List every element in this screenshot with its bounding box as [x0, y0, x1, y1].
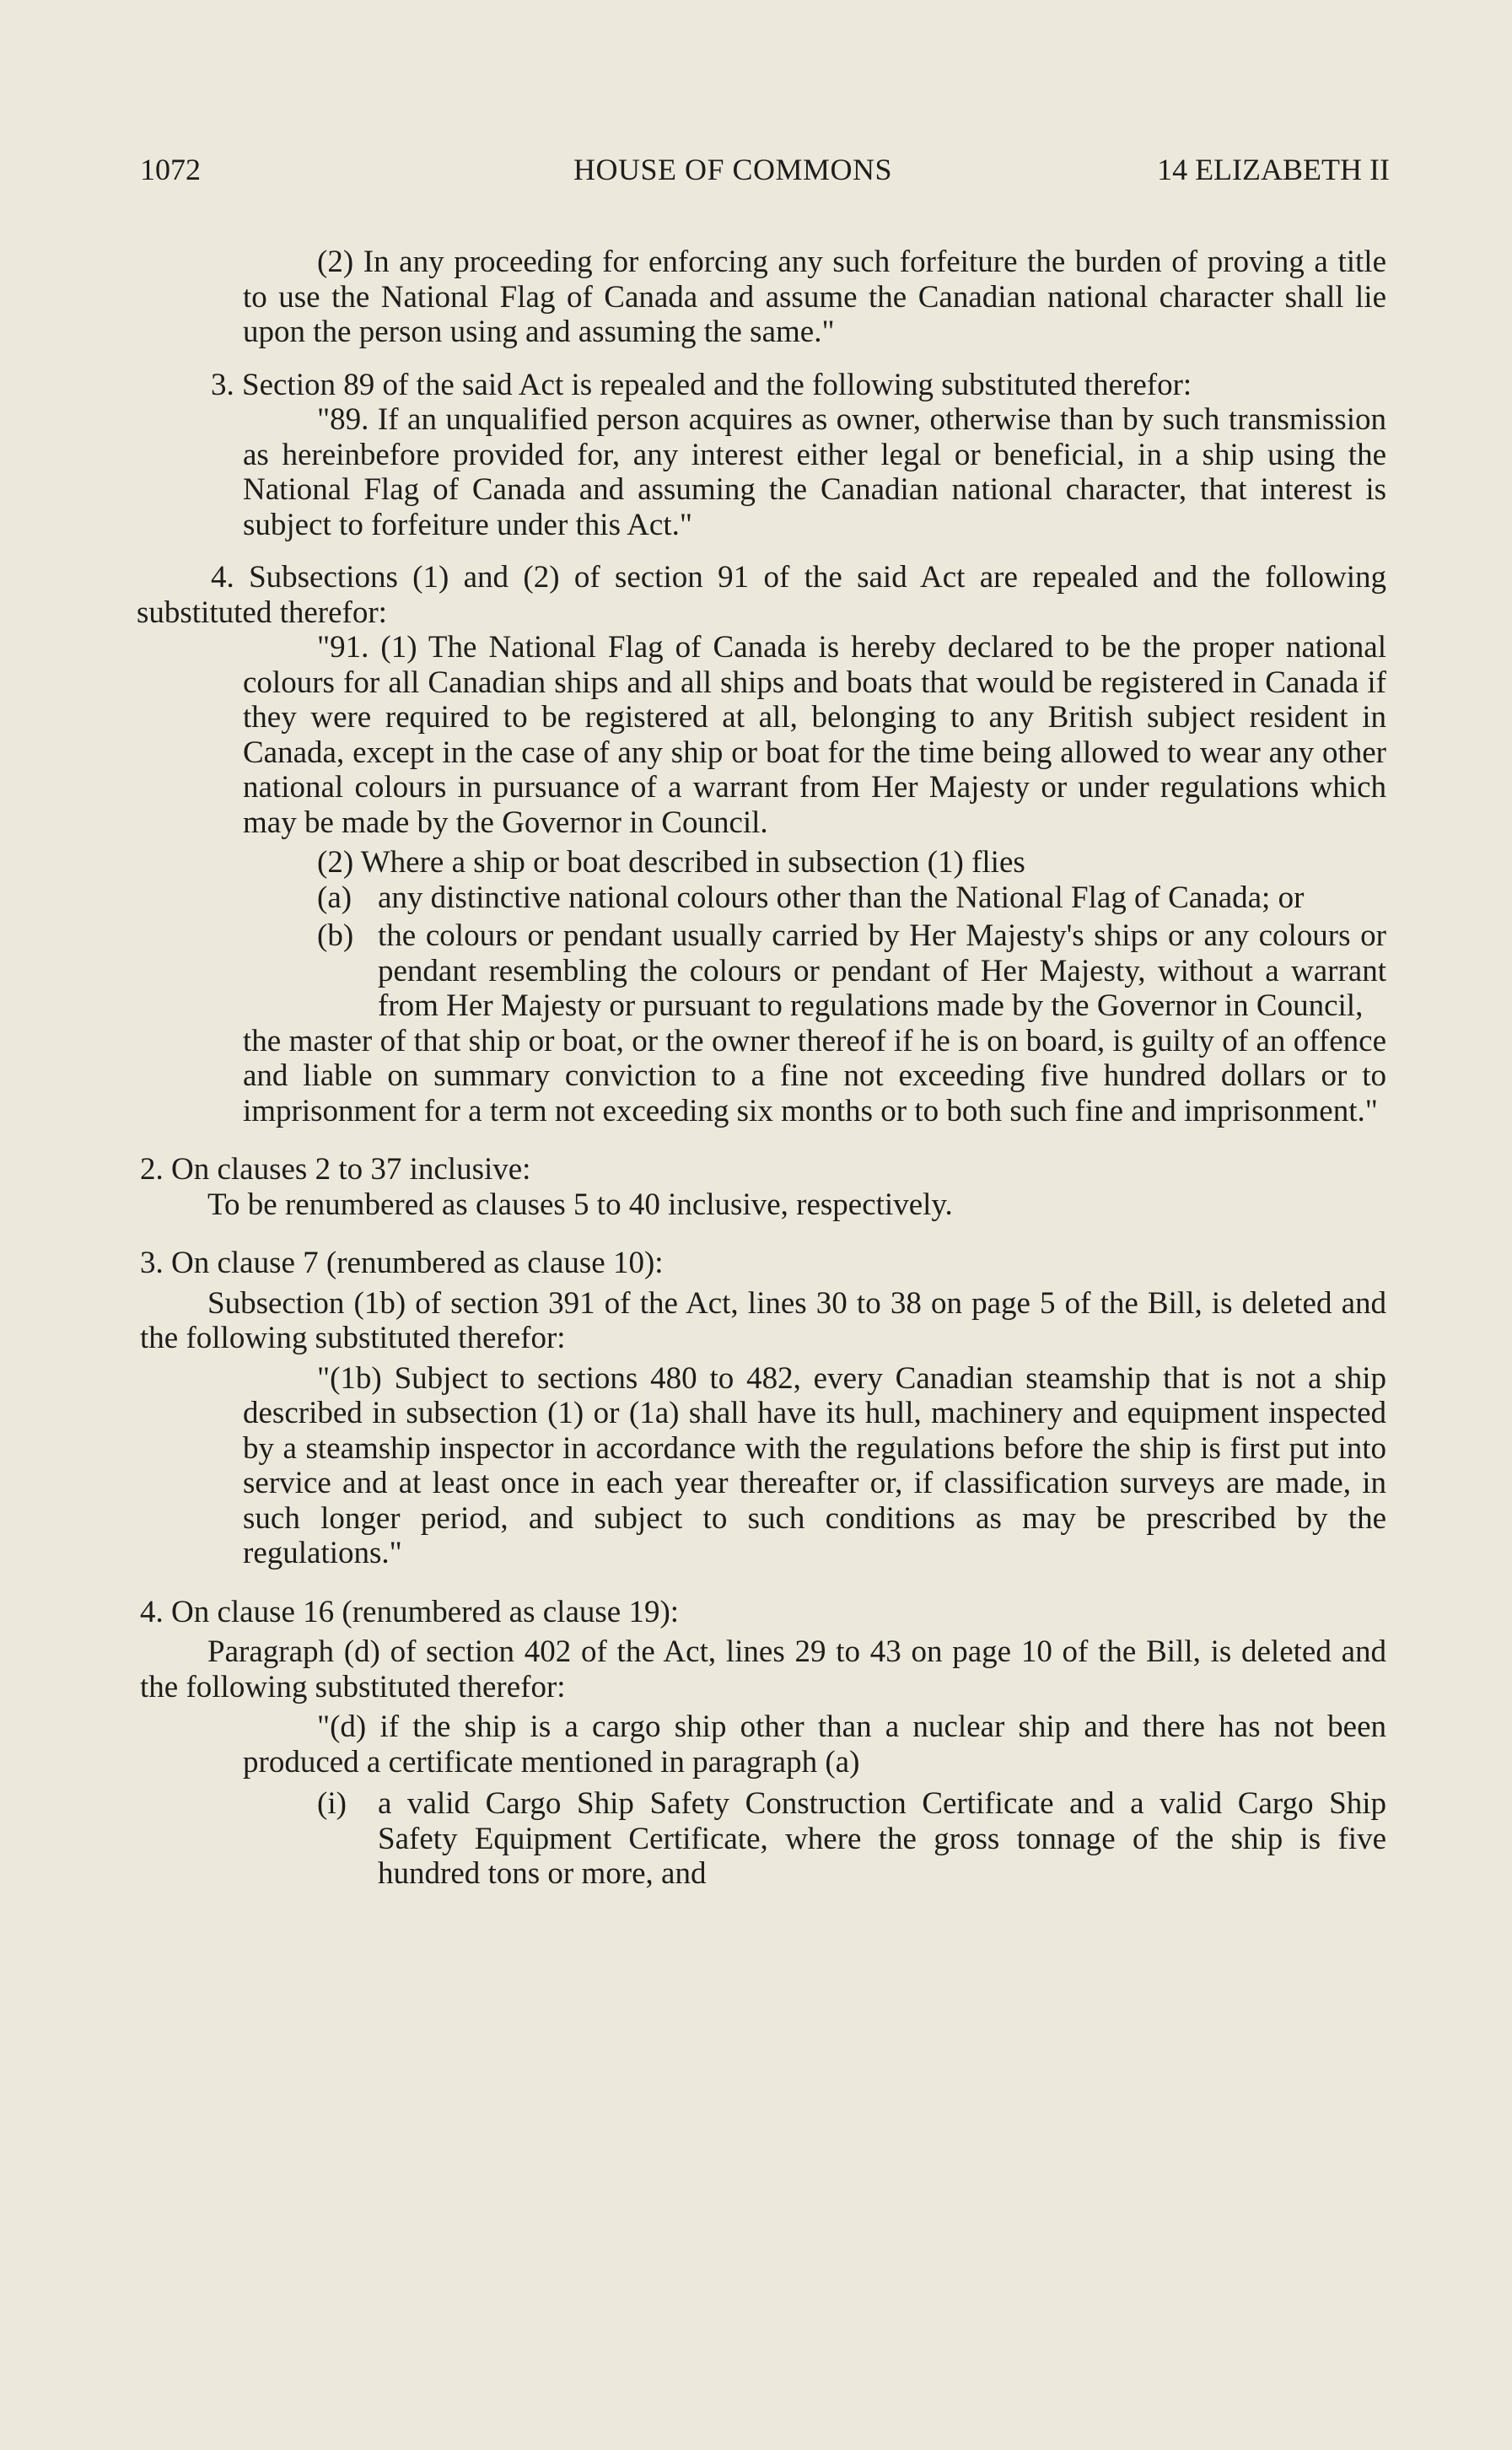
section-heading: 4. On clause 16 (renumbered as clause 19):	[140, 1594, 680, 1629]
quoted-section-89	[243, 402, 1386, 542]
page-title: HOUSE OF COMMONS	[573, 153, 893, 186]
document-body	[137, 245, 1386, 1892]
paragraph: (2) In any proceeding for enforcing any such forfeiture the burden of proving a title to use the National Flag of Canada and assume the Canadian national character shall lie upon the person using and assuming the same."	[243, 245, 1386, 349]
quoted-subsection-2	[243, 245, 1386, 350]
item-text: any distinctive national colours other than the National Flag of Canada; or	[378, 880, 1305, 915]
paragraph: "(1b) Subject to sections 480 to 482, every Canadian steamship that is not a ship described in subsection (1) or (1a) shall have its hull, machinery and equipment inspected by a steamship inspector in accordance with the regulations before the ship is first put into service and at least once in each year thereafter or, if classification surveys are made, in such longer period, and subject to such conditions as may be prescribed by the regulations."	[243, 1360, 1386, 1570]
item-label: (i)	[317, 1786, 347, 1821]
item-label: (a)	[317, 880, 352, 915]
list-item	[243, 880, 1386, 916]
paragraph: (2) Where a ship or boat described in subsection (1) flies	[317, 845, 1025, 880]
paragraph: Paragraph (d) of section 402 of the Act, lines 29 to 43 on page 10 of the Bill, is deleted and the following substituted therefor:	[140, 1634, 1386, 1704]
paragraph: 4. Subsections (1) and (2) of section 91 of the said Act are repealed and the following substituted therefor:	[137, 560, 1386, 630]
paragraph: "91. (1) The National Flag of Canada is hereby declared to be the proper national colours for all Canadian ships and all ships and boats that would be registered in Canada if they were required to be registered at all, belonging to any British subject resident in Canada, except in the case of any ship or boat for the time being allowed to wear any other national colours in pursuance of a warrant from Her Majesty or under regulations which may be made by the Governor in Council.	[243, 630, 1386, 840]
quoted-section-91	[243, 630, 1386, 1128]
section-heading: 2. On clauses 2 to 37 inclusive:	[140, 1152, 531, 1187]
paragraph: the master of that ship or boat, or the owner thereof if he is on board, is guilty of an offence and liable on summary conviction to a fine not exceeding five hundred dollars or to imprisonment for a term not exceeding six months or to both such fine and imprisonment."	[243, 1023, 1386, 1128]
quoted-subsection-1b	[243, 1361, 1386, 1571]
quoted-paragraph-d	[243, 1710, 1386, 1892]
item-text: the colours or pendant usually carried by Her Majesty's ships or any colours or pendant resembling the colours or pendant of Her Majesty, without a warrant from Her Majesty or pursuant to regulations made by the Governor in Council,	[378, 918, 1386, 1023]
paragraph: To be renumbered as clauses 5 to 40 inclusive, respectively.	[207, 1187, 953, 1222]
item-label: (b)	[317, 918, 354, 953]
paragraph: "(d) if the ship is a cargo ship other than a nuclear ship and there has not been produced a certificate mentioned in paragraph (a)	[243, 1710, 1386, 1780]
paragraph: Subsection (1b) of section 391 of the Act, lines 30 to 38 on page 5 of the Bill, is deleted and the following substituted therefor:	[140, 1285, 1386, 1355]
regnal-year: 14 ELIZABETH II	[1157, 153, 1390, 186]
paragraph: "89. If an unqualified person acquires as owner, otherwise than by such transmission as hereinbefore provided for, any interest either legal or beneficial, in a ship using the National Flag of Canada and assuming the Canadian national character, that interest is subject to forfeiture under this Act."	[243, 402, 1386, 542]
section-heading: 3. On clause 7 (renumbered as clause 10):	[140, 1246, 664, 1280]
page-number: 1072	[140, 153, 201, 186]
list-item	[243, 1786, 1386, 1892]
paragraph: 3. Section 89 of the said Act is repealed and the following substituted therefor:	[211, 367, 1192, 402]
item-text: a valid Cargo Ship Safety Construction Certificate and a valid Cargo Ship Safety Equipment Certificate, where the gross tonnage of the ship is five hundred tons or more, and	[378, 1786, 1386, 1891]
list-item	[243, 918, 1386, 1024]
